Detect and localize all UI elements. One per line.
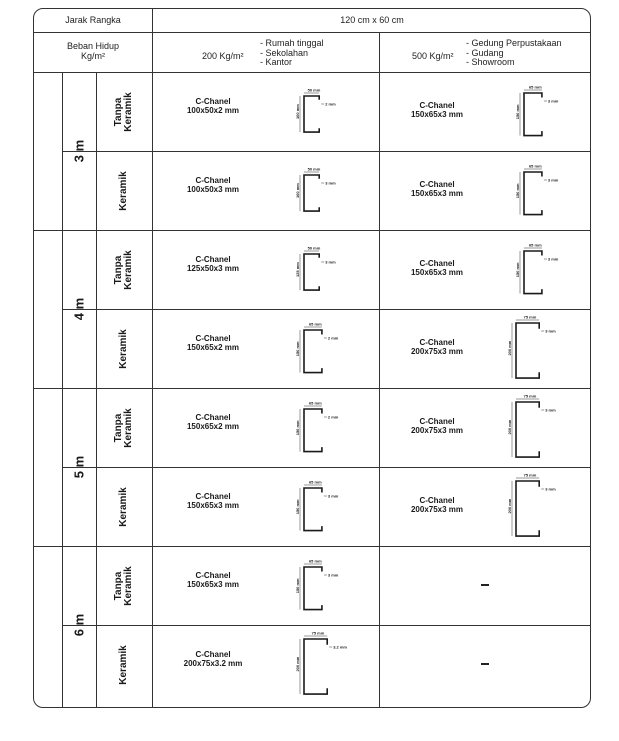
w-label: 75 mm — [311, 630, 325, 636]
finish-label-line: Keramik — [123, 91, 134, 132]
w-label: 75 mm — [523, 393, 537, 399]
product-spec — [168, 571, 258, 589]
product-name: C-Chanel — [195, 176, 231, 185]
c-channel-diagram — [294, 559, 352, 616]
use-item: - Sekolahan — [260, 47, 309, 58]
h-label: 100 mm — [295, 183, 300, 198]
t-label: 3 mm — [547, 98, 559, 104]
product-size: 150x65x3 mm — [410, 268, 464, 277]
c-channel-profile — [304, 639, 327, 694]
product-spec — [168, 492, 258, 510]
c-channel-profile — [304, 488, 322, 531]
finish-label-line: Keramik — [123, 565, 134, 606]
c-channel-diagram — [294, 167, 349, 217]
t-label: 3 mm — [547, 256, 559, 262]
c-channel-diagram — [506, 394, 569, 463]
w-label: 75 mm — [523, 314, 537, 320]
product-spec — [168, 334, 258, 352]
row-divider — [62, 151, 591, 152]
w-label: 65 mm — [308, 400, 322, 406]
c-channel-diagram — [514, 164, 572, 221]
product-spec — [168, 413, 258, 431]
load-500-uses — [466, 39, 562, 68]
h-label: 100 mm — [295, 104, 300, 119]
product-spec — [168, 255, 258, 273]
h-label: 150 mm — [295, 499, 300, 514]
c-channel-profile — [304, 409, 322, 452]
finish-label-line: Tanpa — [113, 255, 124, 284]
c-channel-profile — [304, 567, 322, 610]
c-channel-diagram — [294, 246, 349, 296]
finish-label-tanpa-keramik — [114, 408, 134, 447]
span-label: 3 m — [71, 139, 87, 163]
product-spec — [168, 176, 258, 194]
c-channel-diagram — [506, 315, 569, 384]
c-channel-profile — [524, 93, 542, 136]
grid-line — [152, 9, 153, 708]
use-item: - Rumah tinggal — [260, 38, 324, 48]
h-label: 125 mm — [295, 262, 300, 277]
product-name: C-Chanel — [195, 255, 231, 264]
product-name: C-Chanel — [419, 417, 455, 426]
c-channel-diagram — [294, 322, 352, 379]
w-label: 50 mm — [307, 166, 321, 172]
product-name: C-Chanel — [419, 180, 455, 189]
product-size: 125x50x3 mm — [186, 264, 240, 273]
t-label: 2 mm — [325, 101, 336, 107]
grid-line — [96, 72, 97, 708]
spec-table — [33, 8, 591, 708]
load-200-value: 200 Kg/m² — [202, 51, 244, 61]
w-label: 65 mm — [528, 163, 542, 169]
product-spec — [168, 650, 258, 668]
grid-line — [379, 32, 380, 708]
product-size: 200x75x3 mm — [410, 347, 464, 356]
h-label: 150 mm — [515, 262, 520, 277]
w-label: 65 mm — [528, 242, 542, 248]
product-name: C-Chanel — [195, 571, 231, 580]
finish-label-keramik: Keramik — [118, 644, 129, 685]
h-label: 150 mm — [295, 578, 300, 593]
use-item: - Showroom — [466, 57, 515, 67]
product-spec — [392, 338, 482, 356]
t-label: 3 mm — [545, 407, 556, 413]
h-label: 150 mm — [515, 104, 520, 119]
product-spec — [392, 417, 482, 435]
product-spec — [392, 496, 482, 514]
t-label: 3 mm — [327, 572, 339, 578]
c-channel-profile — [516, 402, 539, 457]
product-size: 200x75x3 mm — [410, 505, 464, 514]
finish-label-tanpa-keramik — [114, 250, 134, 289]
w-label: 65 mm — [308, 321, 322, 327]
product-size: 200x75x3 mm — [410, 426, 464, 435]
c-channel-diagram — [514, 85, 572, 142]
w-label: 50 mm — [307, 245, 321, 251]
w-label: 65 mm — [528, 84, 542, 90]
use-item: - Gudang — [466, 47, 504, 58]
load-500-value: 500 Kg/m² — [412, 51, 454, 61]
product-spec — [168, 97, 258, 115]
product-spec — [392, 180, 482, 198]
c-channel-diagram — [514, 243, 572, 300]
product-name: C-Chanel — [419, 259, 455, 268]
t-label: 3 mm — [545, 486, 556, 492]
c-channel-diagram — [294, 480, 352, 537]
product-name: C-Chanel — [195, 97, 231, 106]
c-channel-profile — [304, 96, 319, 132]
t-label: 3 mm — [325, 259, 336, 265]
h-label: 200 mm — [295, 657, 300, 672]
product-size: 150x65x3 mm — [186, 580, 240, 589]
product-name: C-Chanel — [419, 338, 455, 347]
c-channel-profile — [516, 323, 539, 378]
t-label: 3 mm — [547, 177, 559, 183]
product-size: 150x65x3 mm — [410, 110, 464, 119]
finish-label-line: Tanpa — [113, 571, 124, 600]
live-load-label: Beban Hidup — [66, 41, 120, 51]
h-label: 200 mm — [507, 499, 512, 514]
product-spec — [392, 101, 482, 119]
span-divider — [34, 546, 591, 547]
finish-label-line: Tanpa — [113, 413, 124, 442]
load-200-uses — [260, 39, 324, 68]
product-size: 150x65x2 mm — [186, 343, 240, 352]
product-name: C-Chanel — [195, 334, 231, 343]
product-spec — [392, 259, 482, 277]
product-name: C-Chanel — [195, 413, 231, 422]
span-label: 4 m — [71, 297, 87, 321]
finish-label-keramik: Keramik — [118, 170, 129, 211]
live-load-unit: Kg/m² — [80, 51, 105, 61]
h-label: 150 mm — [295, 420, 300, 435]
use-item: - Gedung Perpustakaan — [466, 38, 562, 48]
row-divider — [62, 625, 591, 626]
row-divider — [62, 467, 591, 468]
product-name: C-Chanel — [195, 650, 231, 659]
product-size: 150x65x3 mm — [186, 501, 240, 510]
c-channel-profile — [304, 254, 319, 290]
grid-line — [62, 72, 63, 708]
h-label: 200 mm — [507, 341, 512, 356]
grid-line — [34, 32, 591, 33]
t-label: 3.2 mm — [333, 644, 347, 650]
use-item: - Kantor — [260, 57, 293, 67]
finish-label-line: Tanpa — [113, 97, 124, 126]
not-applicable-mark — [481, 584, 489, 586]
span-divider — [34, 230, 591, 231]
c-channel-profile — [516, 481, 539, 536]
t-label: 3 mm — [545, 328, 556, 334]
product-size: 200x75x3.2 mm — [183, 659, 243, 668]
frame-spacing-label: Jarak Rangka — [65, 15, 121, 25]
w-label: 65 mm — [308, 479, 322, 485]
product-size: 100x50x3 mm — [186, 185, 240, 194]
product-size: 150x65x3 mm — [410, 189, 464, 198]
product-size: 100x50x2 mm — [186, 106, 240, 115]
c-channel-diagram — [294, 401, 352, 458]
product-name: C-Chanel — [419, 101, 455, 110]
c-channel-diagram — [294, 631, 357, 700]
grid-line — [34, 72, 591, 73]
finish-label-keramik: Keramik — [118, 486, 129, 527]
span-divider — [34, 388, 591, 389]
t-label: 3 mm — [327, 493, 339, 499]
t-label: 2 mm — [327, 414, 339, 420]
c-channel-profile — [304, 330, 322, 373]
finish-label-keramik: Keramik — [118, 328, 129, 369]
finish-label-line: Keramik — [123, 407, 134, 448]
h-label: 200 mm — [507, 420, 512, 435]
frame-spacing-value: 120 cm x 60 cm — [340, 15, 404, 25]
finish-label-tanpa-keramik — [114, 566, 134, 605]
h-label: 150 mm — [515, 183, 520, 198]
span-label: 6 m — [71, 613, 87, 637]
w-label: 50 mm — [307, 87, 321, 93]
c-channel-profile — [304, 175, 319, 211]
w-label: 65 mm — [308, 558, 322, 564]
span-label: 5 m — [71, 455, 87, 479]
c-channel-profile — [524, 172, 542, 215]
product-name: C-Chanel — [419, 496, 455, 505]
h-label: 150 mm — [295, 341, 300, 356]
finish-label-tanpa-keramik — [114, 92, 134, 131]
product-name: C-Chanel — [195, 492, 231, 501]
c-channel-profile — [524, 251, 542, 294]
product-size: 150x65x2 mm — [186, 422, 240, 431]
w-label: 75 mm — [523, 472, 537, 478]
not-applicable-mark — [481, 663, 489, 665]
finish-label-line: Keramik — [123, 249, 134, 290]
c-channel-diagram — [294, 88, 349, 138]
t-label: 3 mm — [325, 180, 336, 186]
c-channel-diagram — [506, 473, 569, 542]
t-label: 2 mm — [327, 335, 339, 341]
row-divider — [62, 309, 591, 310]
